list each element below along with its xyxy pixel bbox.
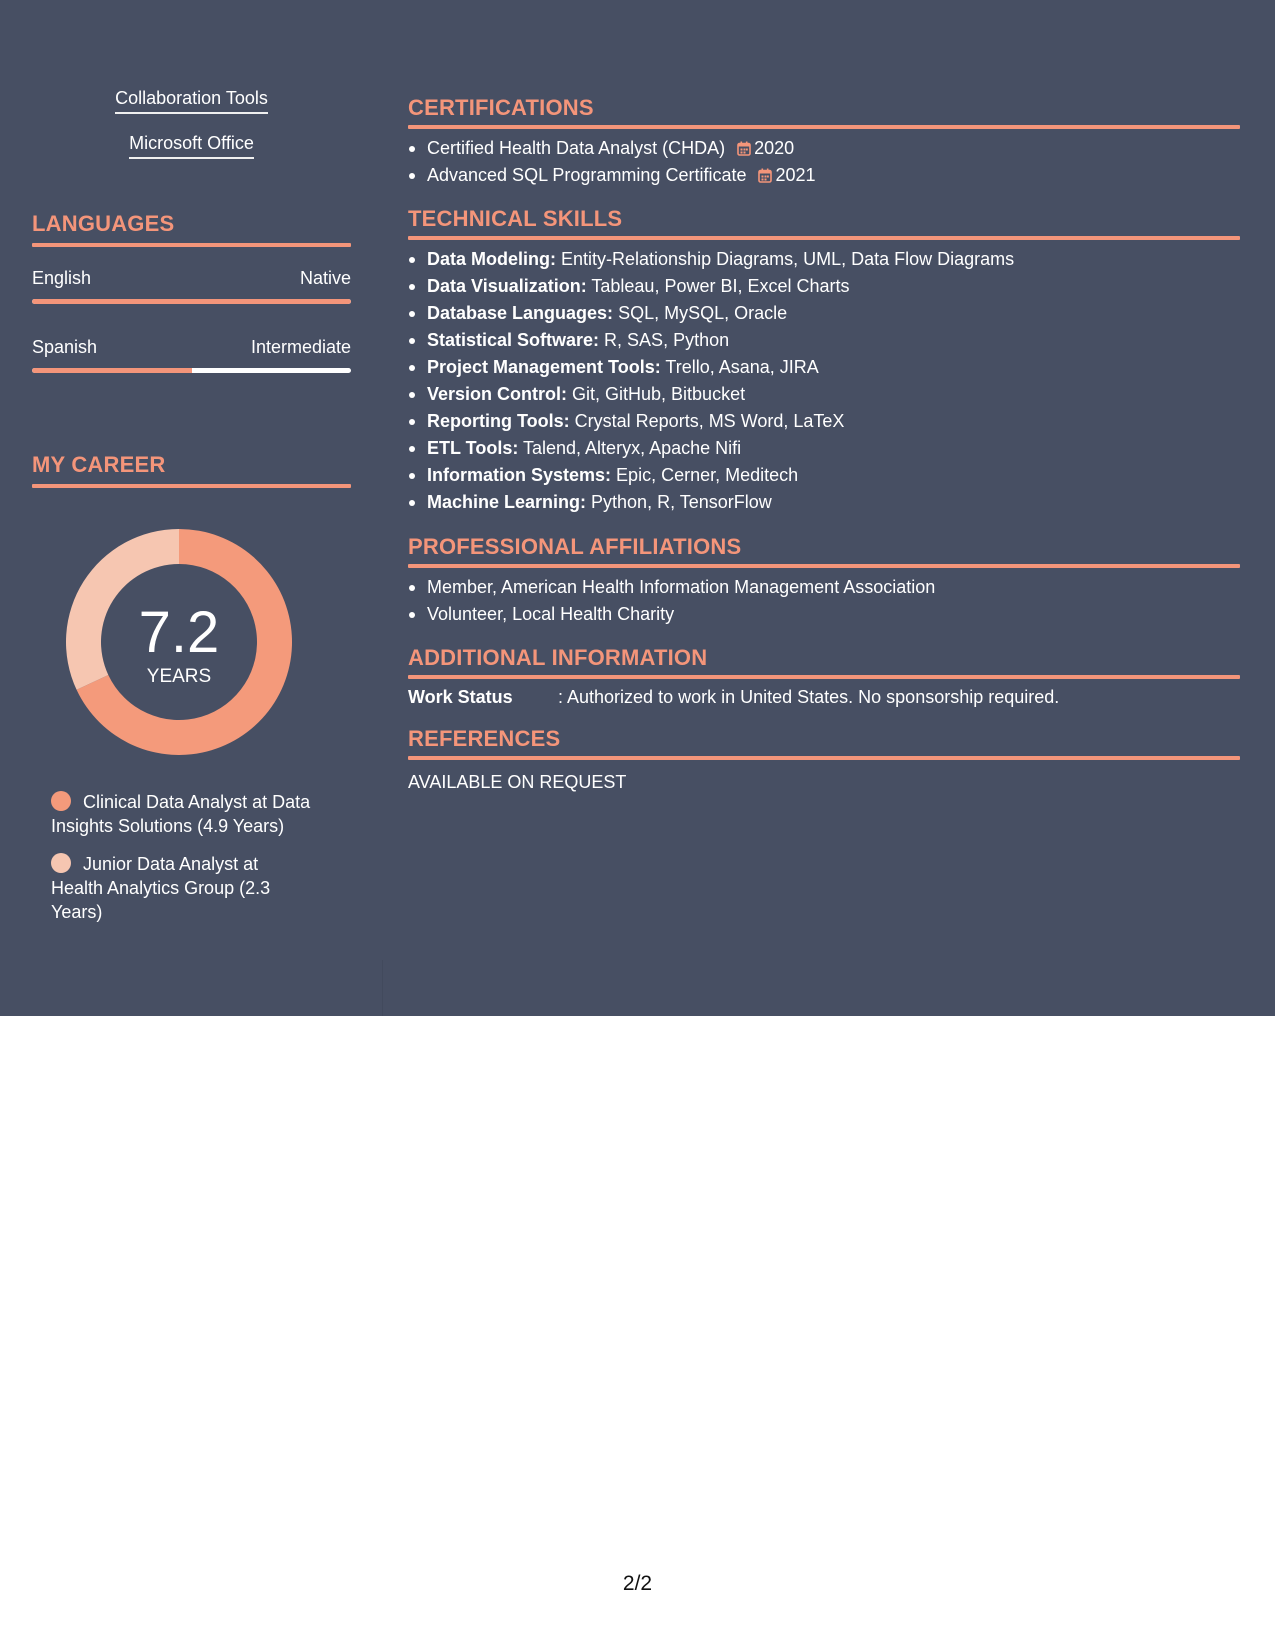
list-item: Volunteer, Local Health Charity	[408, 601, 1240, 628]
references-heading: REFERENCES	[408, 726, 561, 751]
language-bar-fill	[32, 368, 192, 373]
page-number: 2/2	[622, 1572, 653, 1595]
career-unit-label: YEARS	[146, 666, 212, 687]
skill-category: Machine Learning:	[427, 492, 587, 512]
skill-category: Data Modeling:	[427, 249, 556, 269]
career-donut-chart	[66, 529, 292, 755]
legend-label: Junior Data Analyst at Health Analytics Group (2.3 Years)	[51, 854, 271, 922]
certifications-section	[408, 95, 1240, 129]
calendar-icon	[758, 164, 772, 179]
list-item	[408, 162, 1240, 189]
language-level: Intermediate	[250, 337, 351, 357]
skill-values: R, SAS, Python	[599, 330, 730, 350]
certifications-heading: CERTIFICATIONS	[408, 95, 594, 120]
work-status-value: : Authorized to work in United States. No sponsorship required.	[558, 687, 1060, 707]
references-text: AVAILABLE ON REQUEST	[408, 772, 627, 792]
career-heading: MY CAREER	[32, 452, 166, 477]
career-legend-item	[51, 852, 301, 924]
section-rule	[32, 243, 351, 247]
language-level: Native	[299, 268, 351, 288]
section-rule	[408, 125, 1240, 129]
language-name: English	[32, 268, 92, 288]
career-total-years: 7.2	[138, 600, 220, 665]
list-item	[408, 135, 1240, 162]
language-bar-english	[32, 299, 351, 304]
skill-values: Talend, Alteryx, Apache Nifi	[518, 438, 742, 458]
languages-heading: LANGUAGES	[32, 211, 175, 236]
skill-category: Database Languages:	[427, 303, 614, 323]
legend-dot	[51, 791, 71, 811]
skill-values: Tableau, Power BI, Excel Charts	[586, 276, 850, 296]
list-item	[408, 408, 1240, 435]
tool-microsoft-office	[32, 133, 351, 159]
additional-info-section	[408, 645, 1240, 679]
list-item	[408, 381, 1240, 408]
references-section	[408, 726, 1240, 760]
list-item	[408, 435, 1240, 462]
skill-values: Git, GitHub, Bitbucket	[567, 384, 746, 404]
technical-skills-list	[408, 246, 1240, 516]
skill-category: Information Systems:	[427, 465, 612, 485]
list-item	[408, 246, 1240, 273]
language-row-spanish	[32, 337, 351, 358]
certifications-list	[408, 135, 1240, 189]
certification-year: 2020	[754, 138, 795, 158]
section-rule	[408, 675, 1240, 679]
affiliations-heading: PROFESSIONAL AFFILIATIONS	[408, 534, 742, 559]
legend-dot	[51, 853, 71, 873]
section-rule	[408, 236, 1240, 240]
skill-category: Reporting Tools:	[427, 411, 570, 431]
legend-label: Clinical Data Analyst at Data Insights Solutions (4.9 Years)	[51, 792, 311, 836]
skill-values: SQL, MySQL, Oracle	[613, 303, 788, 323]
skill-values: Python, R, TensorFlow	[586, 492, 772, 512]
career-legend-item	[51, 790, 331, 838]
skill-category: Statistical Software:	[427, 330, 600, 350]
certification-name: Advanced SQL Programming Certificate	[427, 165, 747, 185]
certification-name: Certified Health Data Analyst (CHDA)	[427, 138, 726, 158]
column-divider	[382, 960, 383, 1016]
skill-category: ETL Tools:	[427, 438, 519, 458]
list-item	[408, 489, 1240, 516]
skill-values: Entity-Relationship Diagrams, UML, Data Flow Diagrams	[556, 249, 1015, 269]
tool-label: Collaboration Tools	[115, 88, 268, 114]
certification-year: 2021	[775, 165, 816, 185]
languages-section	[32, 211, 351, 247]
career-section	[32, 452, 351, 488]
list-item	[408, 327, 1240, 354]
technical-skills-section	[408, 206, 1240, 240]
work-status-row	[408, 687, 1240, 708]
skill-values: Epic, Cerner, Meditech	[611, 465, 799, 485]
list-item: Member, American Health Information Management Association	[408, 574, 1240, 601]
technical-skills-heading: TECHNICAL SKILLS	[408, 206, 623, 231]
language-bar-spanish	[32, 368, 351, 373]
tool-collaboration-tools	[32, 88, 351, 114]
affiliations-section	[408, 534, 1240, 568]
list-item	[408, 300, 1240, 327]
skill-category: Version Control:	[427, 384, 568, 404]
skill-category: Project Management Tools:	[427, 357, 661, 377]
list-item	[408, 354, 1240, 381]
section-rule	[408, 756, 1240, 760]
list-item	[408, 462, 1240, 489]
section-rule	[408, 564, 1240, 568]
work-status-label: Work Status	[408, 687, 513, 707]
skill-category: Data Visualization:	[427, 276, 587, 296]
language-name: Spanish	[32, 337, 98, 357]
affiliations-list	[408, 574, 1240, 628]
additional-info-heading: ADDITIONAL INFORMATION	[408, 645, 708, 670]
skill-values: Trello, Asana, JIRA	[660, 357, 819, 377]
skill-values: Crystal Reports, MS Word, LaTeX	[569, 411, 845, 431]
calendar-icon	[737, 137, 751, 152]
language-bar-fill	[32, 299, 351, 304]
tool-label: Microsoft Office	[129, 133, 254, 159]
language-row-english	[32, 268, 351, 289]
list-item	[408, 273, 1240, 300]
section-rule	[32, 484, 351, 488]
